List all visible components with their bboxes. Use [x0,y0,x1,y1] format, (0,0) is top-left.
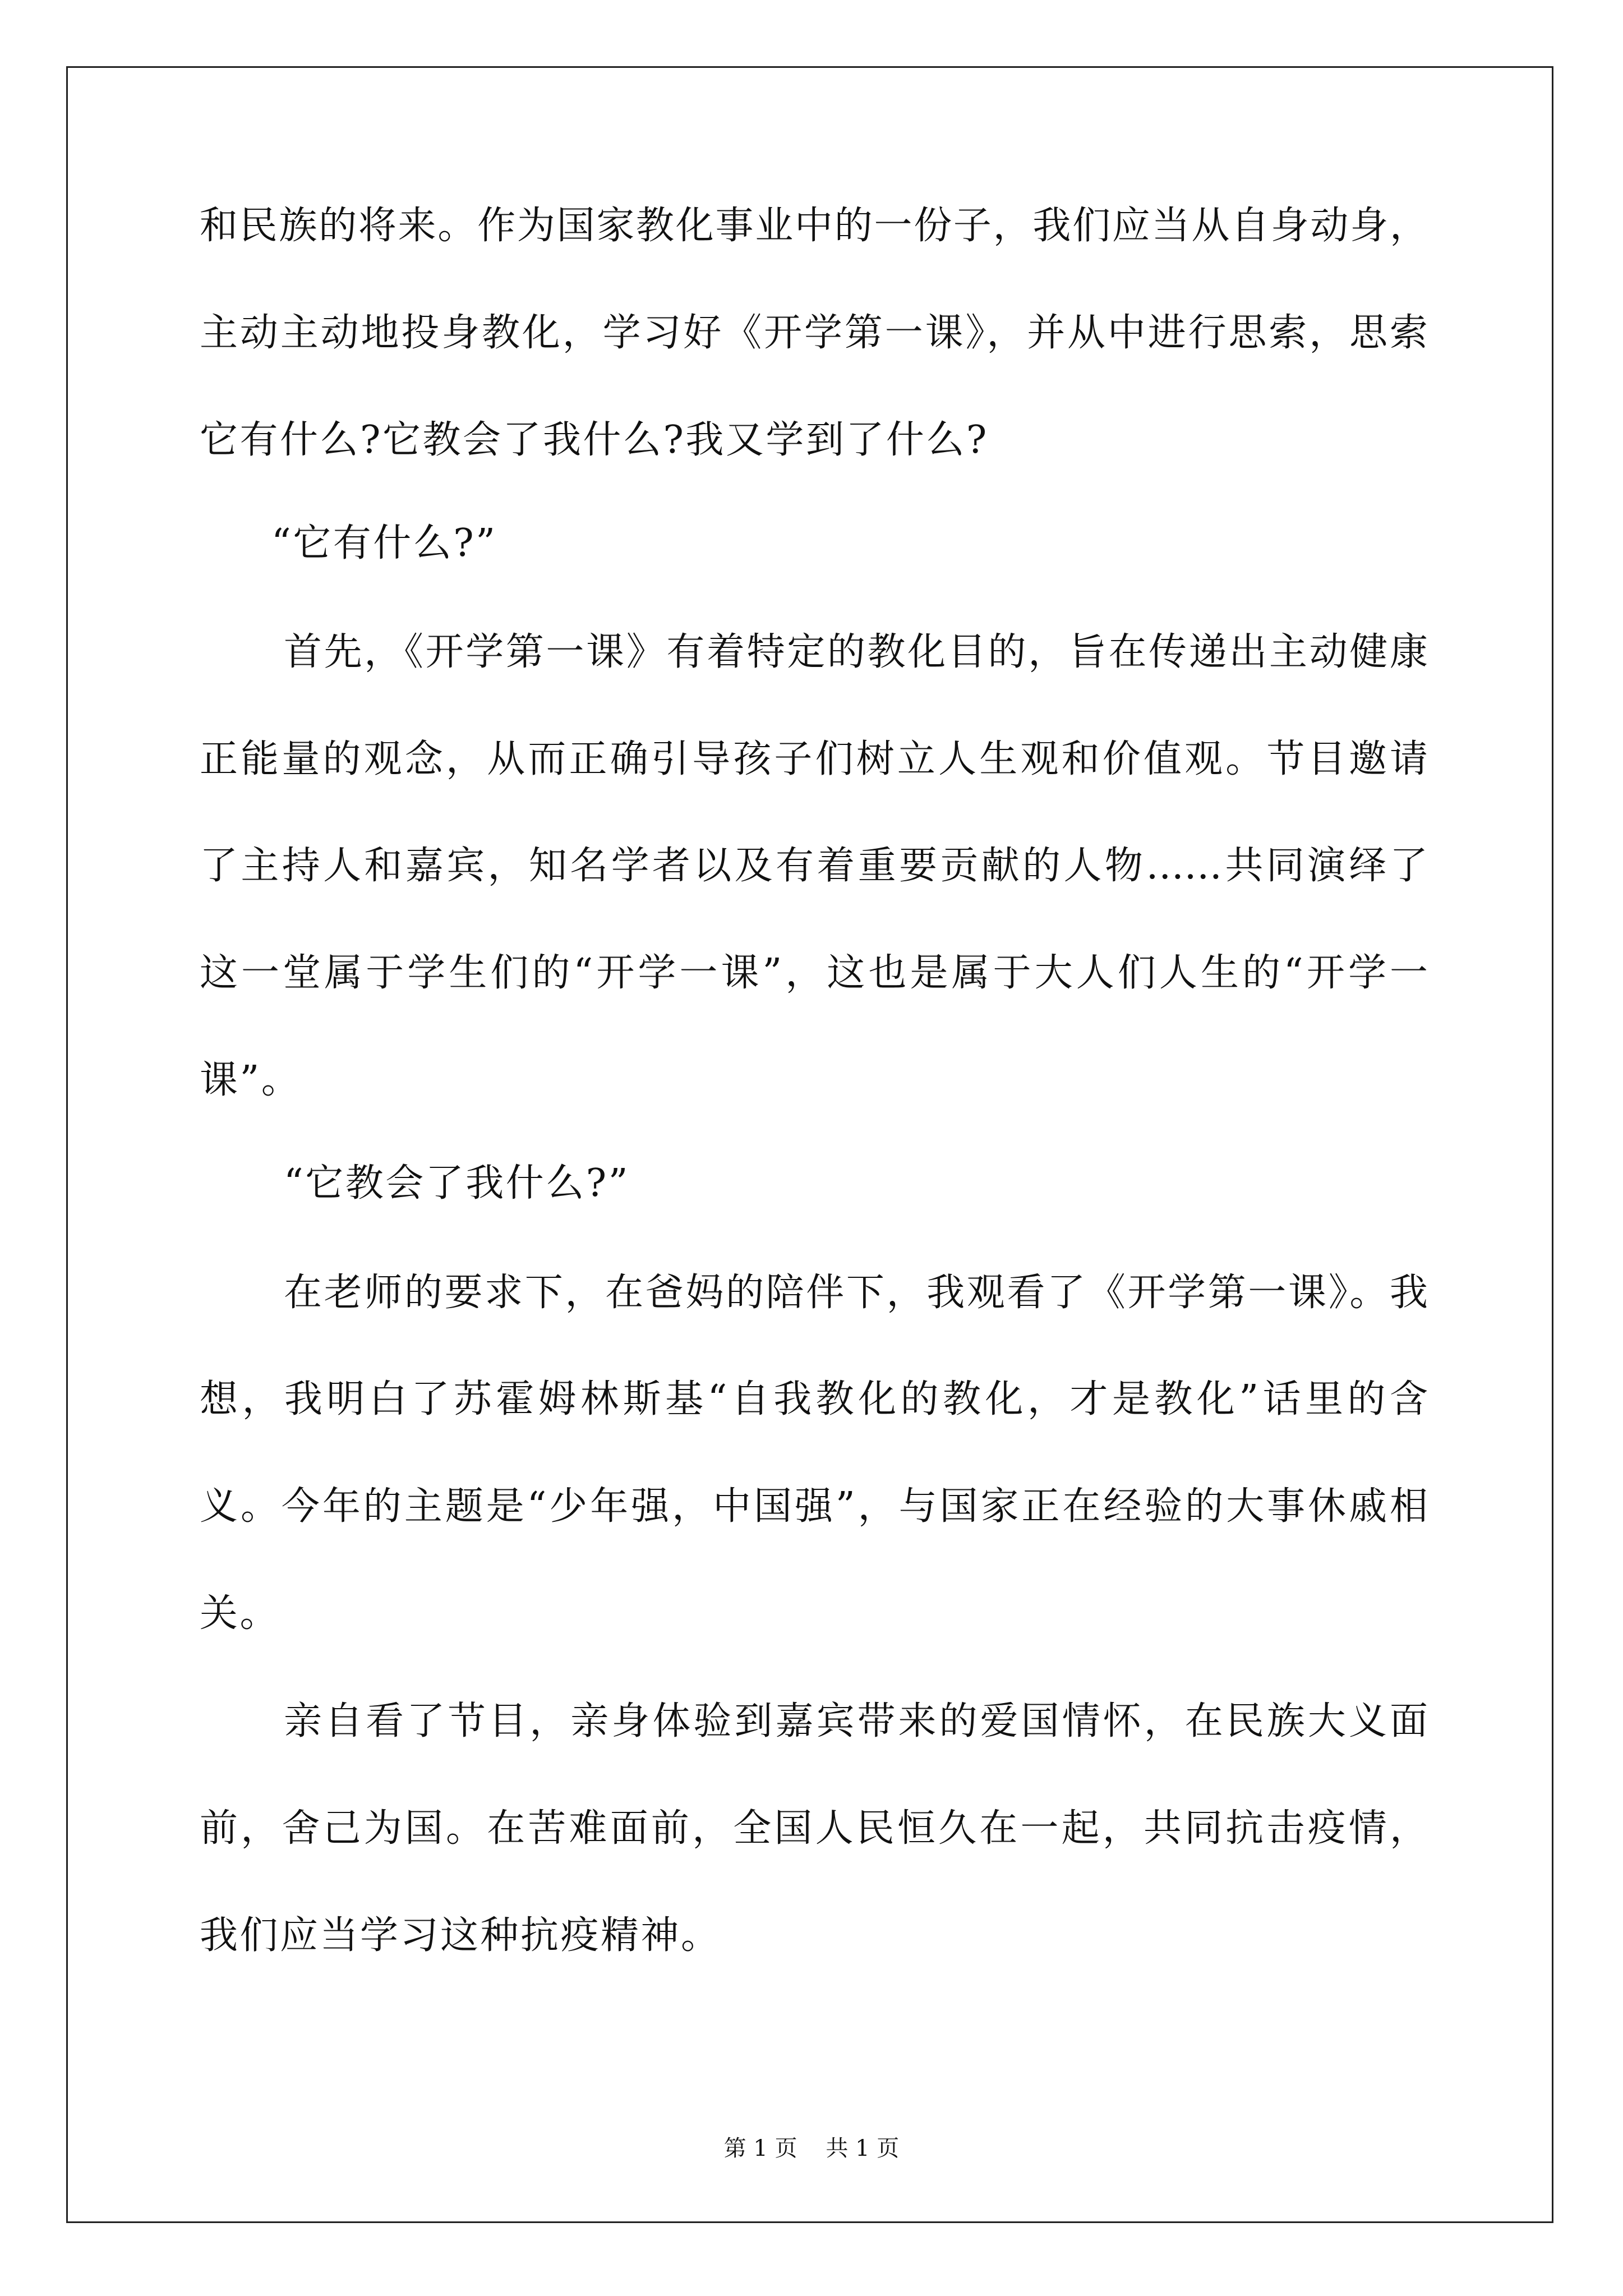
paragraph-line: 想，我明白了苏霍姆林斯基“自我教化的教化，才是教化”话里的含 [200,1377,1428,1421]
paragraph-line: 前，舍己为国。在苦难面前，全国人民恒久在一起，共同抗击疫情， [200,1806,1428,1851]
paragraph-line: 课”。 [200,1058,302,1102]
page-border [66,66,1553,2223]
paragraph-line: 它有什么?它教会了我什么?我又学到了什么? [200,418,989,462]
section-heading: “它教会了我什么?” [284,1161,630,1205]
paragraph-line: 首先，《开学第一课》有着特定的教化目的，旨在传递出主动健康 [284,630,1428,674]
paragraph-line: 我们应当学习这种抗疫精神。 [200,1913,721,1958]
paragraph-line: 正能量的观念，从而正确引导孩子们树立人生观和价值观。节目邀请 [200,737,1428,781]
paragraph-line: 在老师的要求下，在爸妈的陪伴下，我观看了《开学第一课》。我 [284,1271,1428,1315]
paragraph-line: 亲自看了节目，亲身体验到嘉宾带来的爱国情怀，在民族大义面 [284,1699,1428,1743]
page-number-footer: 第 1 页 共 1 页 [723,2136,900,2161]
paragraph-line: 主动主动地投身教化，学习好《开学第一课》，并从中进行思索，思索 [200,311,1428,355]
paragraph-line: 义。今年的主题是“少年强，中国强”，与国家正在经验的大事休戚相 [200,1484,1428,1529]
paragraph-line: 了主持人和嘉宾，知名学者以及有着重要贡献的人物……共同演绎了 [200,844,1428,888]
paragraph-line: 关。 [200,1591,280,1636]
section-heading: “它有什么?” [271,521,497,565]
paragraph-line: 和民族的将来。作为国家教化事业中的一份子，我们应当从自身动身， [200,204,1428,248]
paragraph-line: 这一堂属于学生们的“开学一课”，这也是属于大人们人生的“开学一 [200,951,1428,995]
